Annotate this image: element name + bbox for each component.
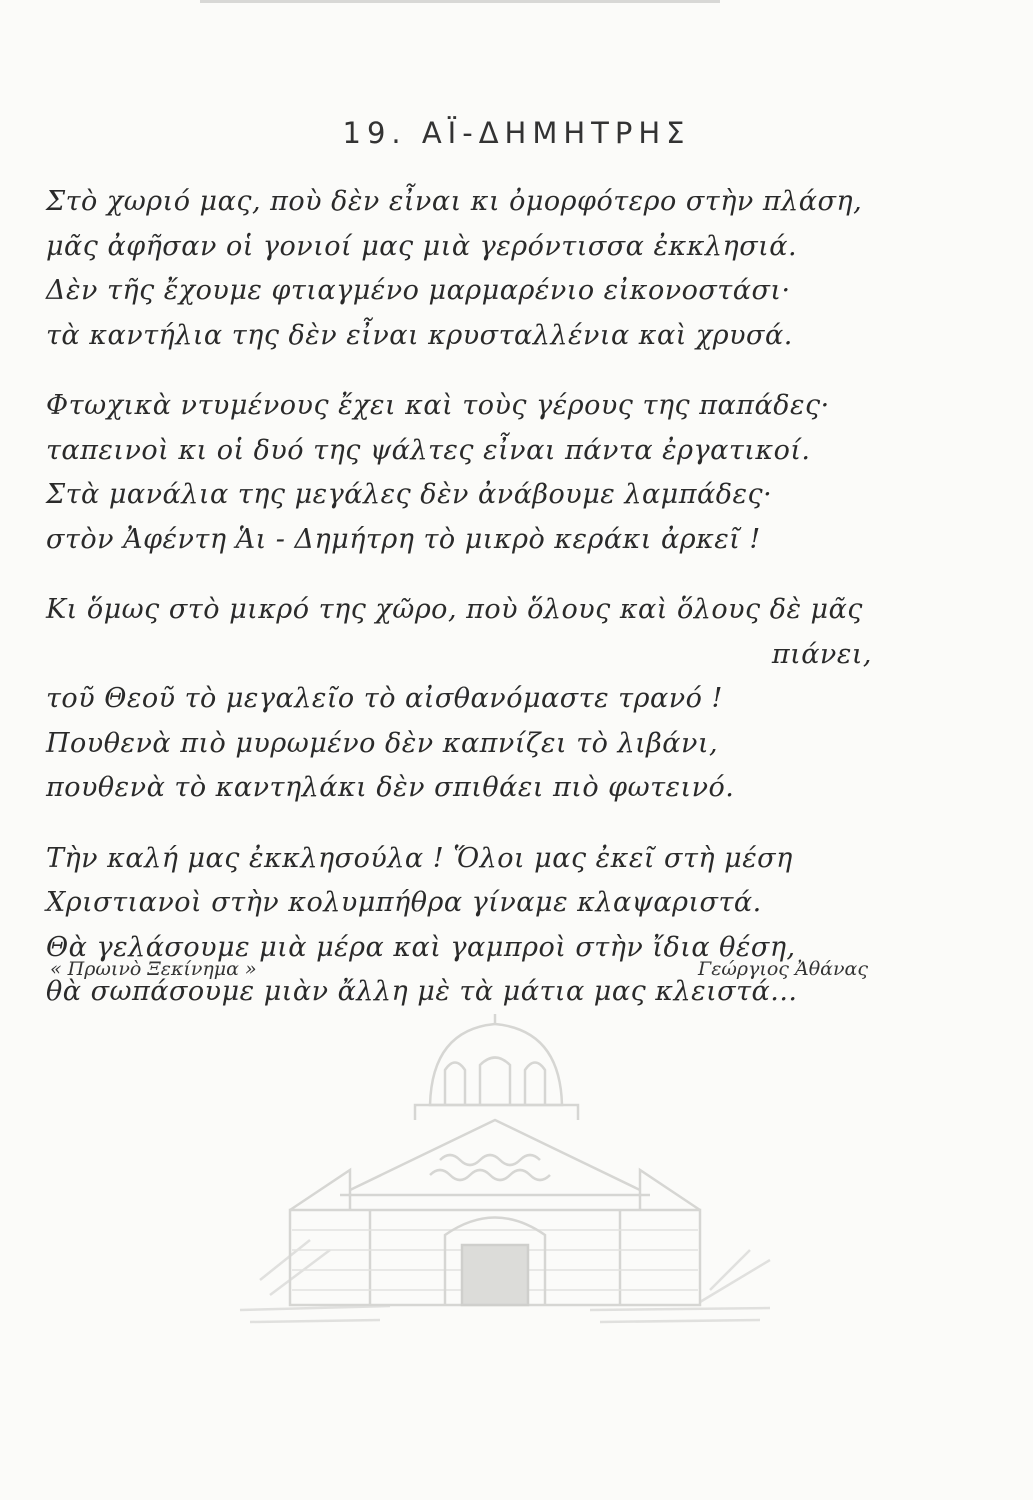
poem-line: τοῦ Θεοῦ τὸ μεγαλεῖο τὸ αἰσθανόμαστε τρανό !: [46, 683, 723, 714]
poem-line: πουθενὰ τὸ καντηλάκι δὲν σπιθάει πιὸ φωτεινό.: [46, 772, 735, 803]
poem-line-continuation: πιάνει,: [771, 638, 872, 670]
poem-line: Φτωχικὰ ντυμένους ἔχει καὶ τοὺς γέρους της παπάδες·: [46, 390, 830, 421]
poem-line: ταπεινοὶ κι οἱ δυό της ψάλτες εἶναι πάντα ἐργατικοί.: [46, 434, 811, 466]
poem-body: [46, 180, 876, 1041]
source-title: « Πρωινὸ Ξεκίνημα »: [50, 958, 257, 980]
stanza-2: [46, 384, 876, 562]
poem-line: Στὸ χωριό μας, ποὺ δὲν εἶναι κι ὀμορφότερο στὴν πλάση,: [46, 186, 863, 217]
poem-line: θὰ σωπάσουμε μιὰν ἄλλη μὲ τὰ μάτια μας κλειστά...: [46, 976, 798, 1007]
poem-line: Δὲν τῆς ἔχουμε φτιαγμένο μαρμαρένιο εἰκονοστάσι·: [46, 275, 791, 306]
stanza-1: [46, 180, 876, 358]
poem-line: μᾶς ἀφῆσαν οἱ γονιοί μας μιὰ γερόντισσα ἐκκλησιά.: [46, 230, 798, 262]
attribution: [50, 958, 868, 988]
poem-line: Θὰ γελάσουμε μιὰ μέρα καὶ γαμπροὶ στὴν ἴδια θέση,: [46, 931, 796, 963]
poem-line: Πουθενὰ πιὸ μυρωμένο δὲν καπνίζει τὸ λιβάνι,: [46, 727, 719, 759]
poem-title: 19. ΑΪ-ΔΗΜΗΤΡΗΣ: [342, 116, 691, 150]
poem-line: Χριστιανοὶ στὴν κολυμπήθρα γίναμε κλαψαριστά.: [46, 887, 762, 918]
church-illustration: [230, 1010, 790, 1340]
stanza-3: [46, 588, 876, 811]
poem-line: τὰ καντήλια της δὲν εἶναι κρυσταλλένια καὶ χρυσά.: [46, 319, 793, 351]
top-rule: [200, 0, 720, 3]
poem-line: Κι ὅμως στὸ μικρό της χῶρο, ποὺ ὅλους καὶ ὅλους δὲ μᾶς: [46, 594, 863, 625]
poem-line: στὸν Ἀφέντη Ἁι - Δημήτρη τὸ μικρὸ κεράκι ἀρκεῖ !: [46, 523, 761, 555]
poem-line: Στὰ μανάλια της μεγάλες δὲν ἀνάβουμε λαμπάδες·: [46, 479, 773, 510]
poem-line: Τὴν καλή μας ἐκκλησούλα ! Ὅλοι μας ἐκεῖ στὴ μέση: [46, 842, 793, 874]
author-name: Γεώργιος Ἀθάνας: [698, 958, 868, 980]
